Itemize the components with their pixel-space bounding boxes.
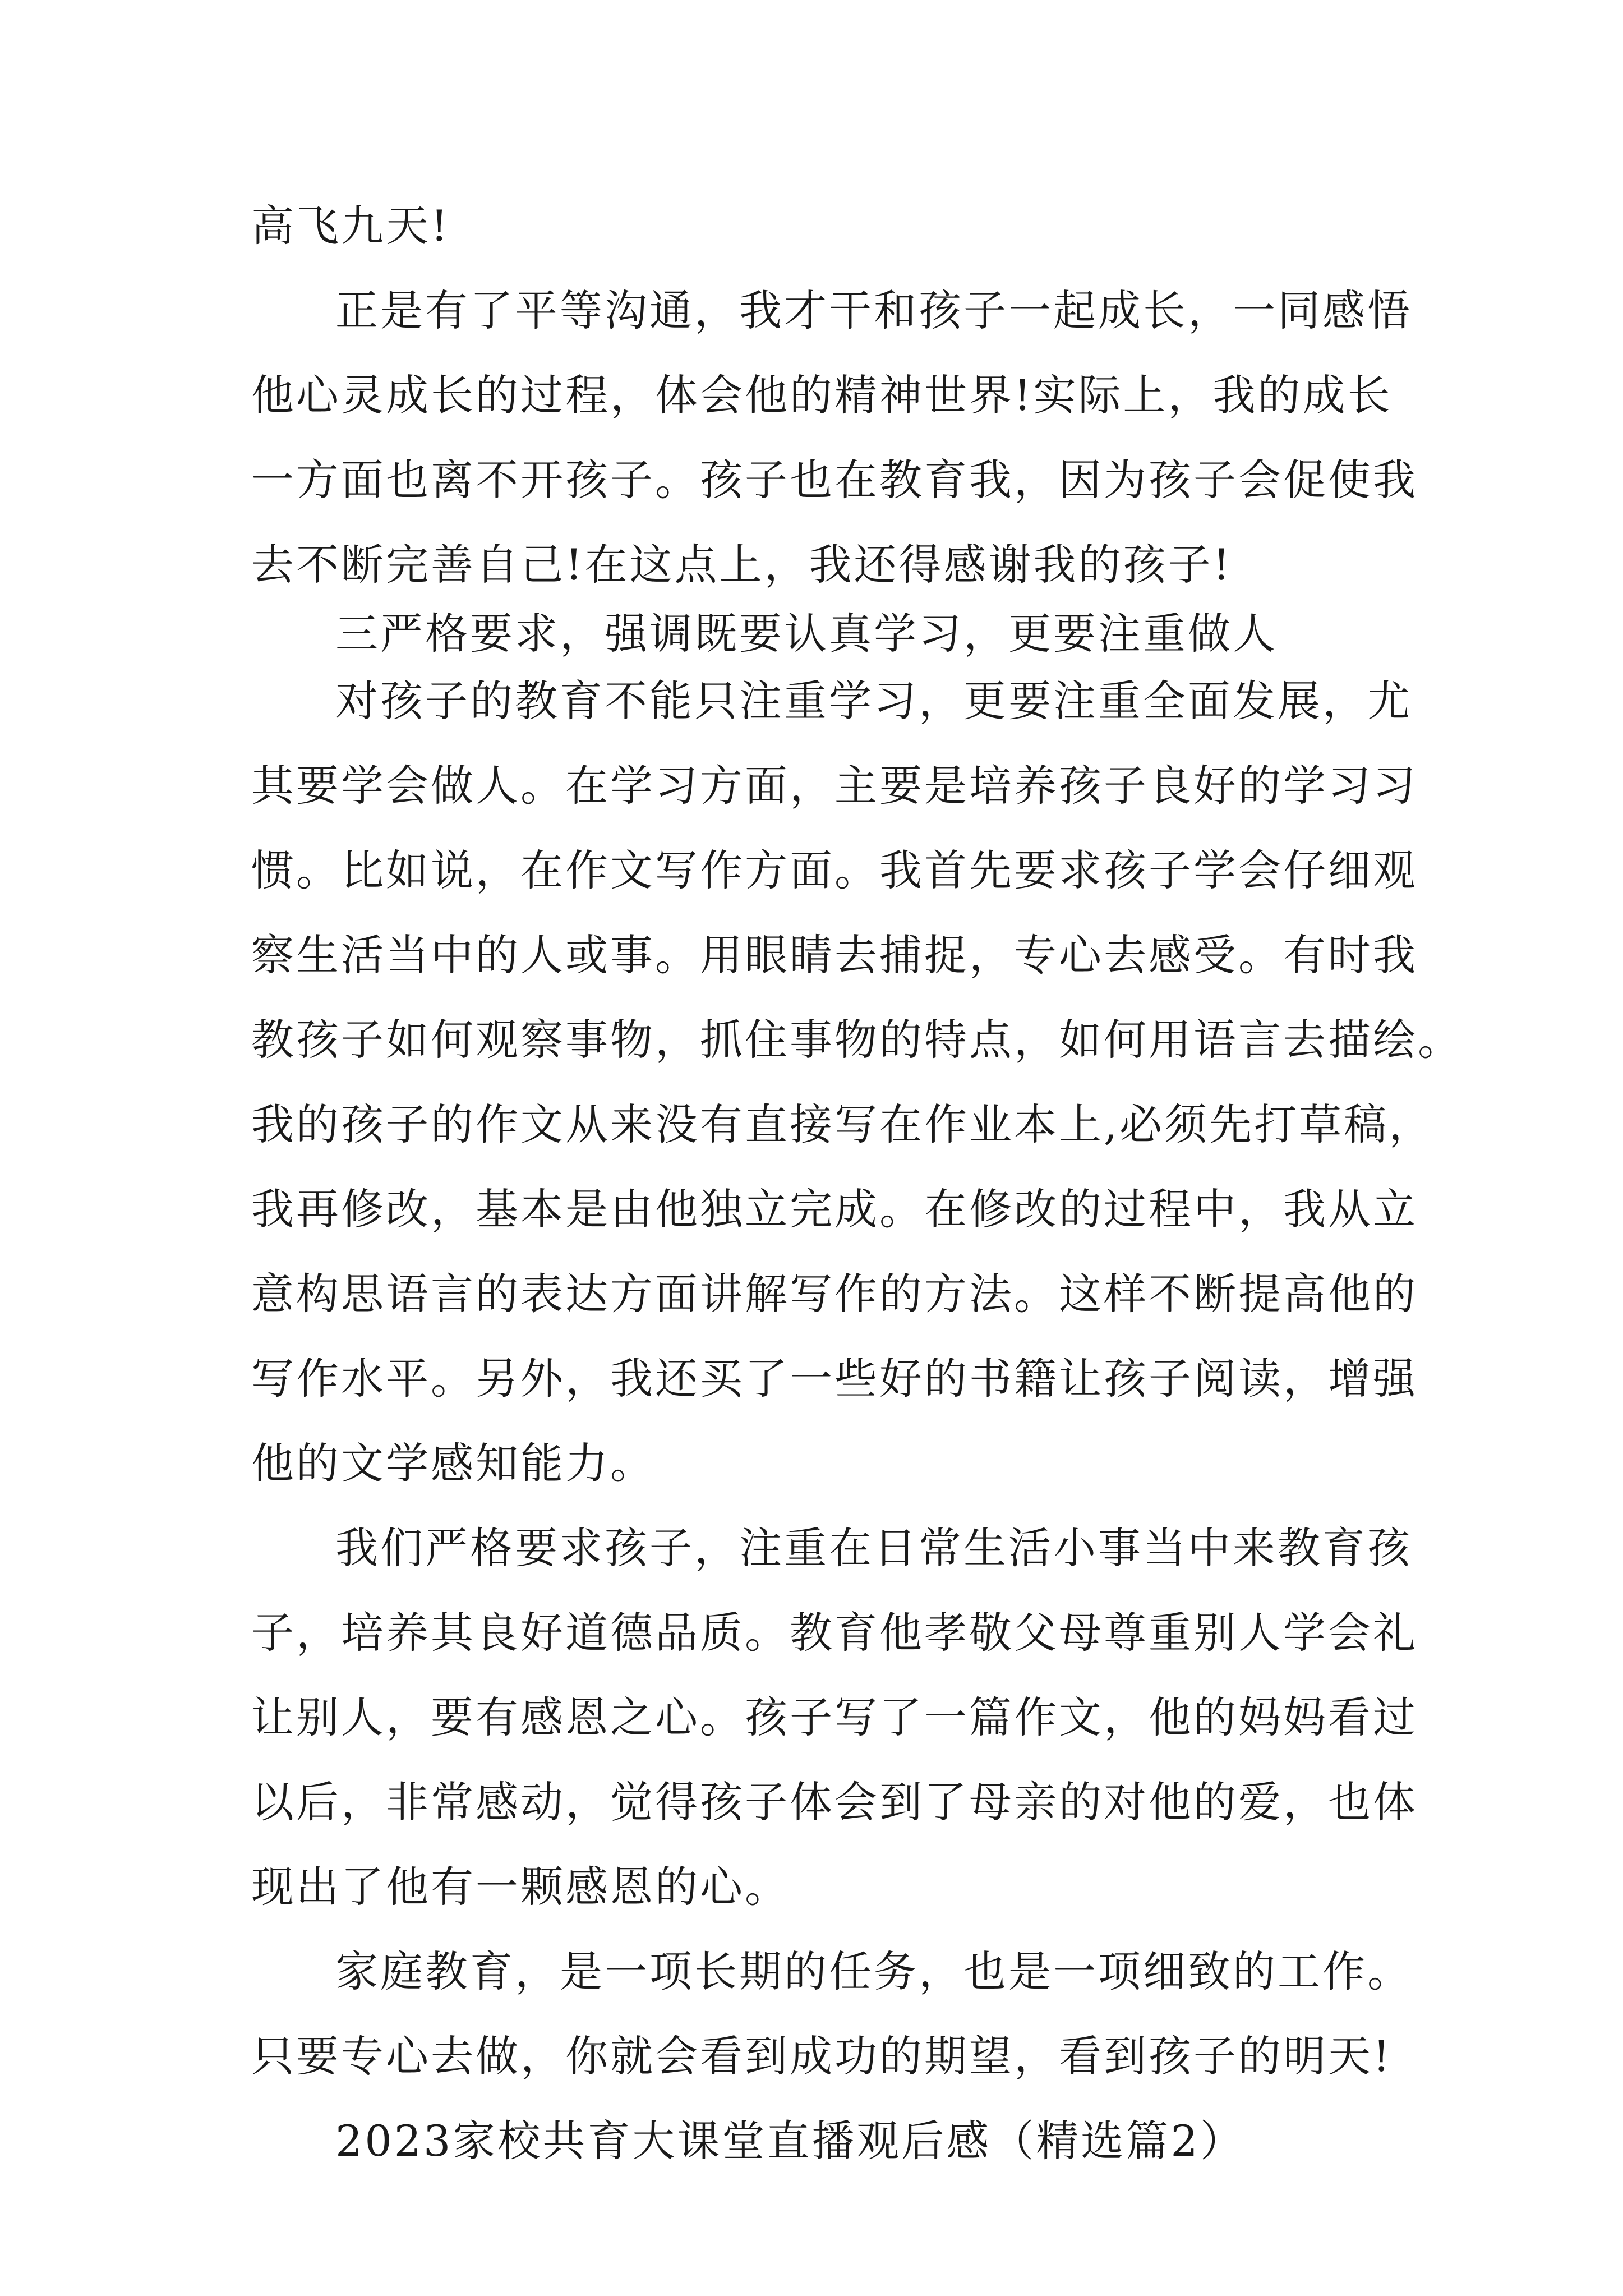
text-line: 一方面也离不开孩子。孩子也在教育我，因为孩子会促使我	[251, 455, 1418, 505]
text-line: 去不断完善自己!在这点上，我还得感谢我的孩子!	[251, 540, 1233, 590]
text-line: 其要学会做人。在学习方面，主要是培养孩子良好的学习习	[251, 761, 1418, 811]
text-line: 写作水平。另外，我还买了一些好的书籍让孩子阅读，增强	[251, 1354, 1418, 1404]
text-line: 他的文学感知能力。	[251, 1438, 655, 1488]
text-line: 教孩子如何观察事物，抓住事物的特点，如何用语言去描绘。	[251, 1015, 1463, 1065]
text-line: 以后，非常感动，觉得孩子体会到了母亲的对他的爱，也体	[251, 1777, 1418, 1827]
text-line: 让别人，要有感恩之心。孩子写了一篇作文，他的妈妈看过	[251, 1692, 1418, 1742]
text-line: 高飞九天!	[251, 201, 450, 251]
text-line: 察生活当中的人或事。用眼睛去捕捉，专心去感受。有时我	[251, 930, 1418, 980]
section-heading: 三严格要求，强调既要认真学习，更要注重做人	[335, 609, 1278, 659]
section-heading: 2023家校共育大课堂直播观后感（精选篇2）	[335, 2116, 1245, 2166]
text-line: 子，培养其良好道德品质。教育他孝敬父母尊重别人学会礼	[251, 1608, 1418, 1658]
text-line: 现出了他有一颗感恩的心。	[251, 1862, 790, 1912]
text-line: 意构思语言的表达方面讲解写作的方法。这样不断提高他的	[251, 1269, 1418, 1319]
text-line: 我再修改，基本是由他独立完成。在修改的过程中，我从立	[251, 1184, 1418, 1234]
text-line: 对孩子的教育不能只注重学习，更要注重全面发展，尤	[335, 676, 1412, 726]
text-line: 我的孩子的作文从来没有直接写在作业本上,必须先打草稿，	[251, 1099, 1434, 1149]
text-line: 只要专心去做，你就会看到成功的期望，看到孩子的明天!	[251, 2031, 1393, 2081]
text-line: 他心灵成长的过程，体会他的精神世界!实际上，我的成长	[251, 370, 1393, 420]
text-line: 惯。比如说，在作文写作方面。我首先要求孩子学会仔细观	[251, 845, 1418, 895]
text-line: 我们严格要求孩子，注重在日常生活小事当中来教育孩	[335, 1523, 1412, 1573]
text-line: 家庭教育，是一项长期的任务，也是一项细致的工作。	[335, 1947, 1412, 1996]
text-line: 正是有了平等沟通，我才干和孩子一起成长，一同感悟	[335, 286, 1412, 335]
